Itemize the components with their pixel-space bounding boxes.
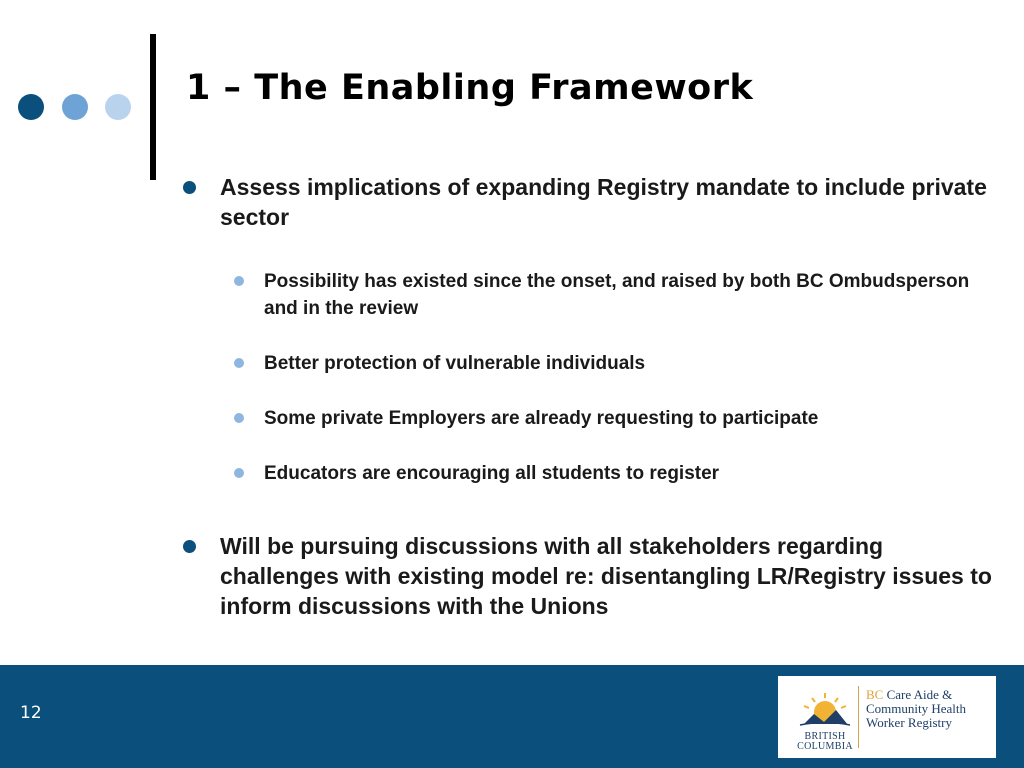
slide-title: 1 – The Enabling Framework	[186, 68, 754, 108]
sub-bullet-dot-icon	[234, 413, 244, 423]
sub-bullet-text: Educators are encouraging all students to register	[264, 463, 720, 484]
footer-bar	[0, 665, 1024, 768]
registry-name	[866, 688, 966, 730]
title-accent-bar	[150, 34, 156, 180]
bullet-dot-icon	[183, 540, 196, 553]
logo-divider	[858, 686, 859, 748]
bc-government-logo	[792, 690, 858, 752]
mid-blue-dot	[62, 94, 88, 120]
dark-blue-dot	[18, 94, 44, 120]
sub-bullet-protection	[180, 350, 1000, 377]
sub-bullet-dot-icon	[234, 468, 244, 478]
bullet-private-sector	[180, 172, 1000, 232]
bc-accent-text: BC	[866, 687, 884, 702]
bullet-text: Will be pursuing discussions with all stakeholders regarding challenges with existing model re: disentangling LR/Registry issues to inform discussions with the Unions	[220, 533, 992, 619]
page-number: 12	[20, 703, 42, 723]
bullet-dot-icon	[183, 181, 196, 194]
columbia-wordmark: COLUMBIA	[797, 741, 853, 752]
sub-bullet-employers	[180, 405, 1000, 432]
sub-bullet-dot-icon	[234, 276, 244, 286]
british-wordmark: BRITISH	[804, 731, 846, 742]
decorative-dots	[18, 94, 138, 122]
sub-bullet-text: Better protection of vulnerable individuals	[264, 353, 646, 374]
bullet-text: Assess implications of expanding Registry mandate to include private sector	[220, 174, 987, 230]
sub-bullet-text: Possibility has existed since the onset, and raised by both BC Ombudsperson and in the review	[264, 271, 970, 319]
sub-bullet-educators	[180, 460, 1000, 487]
sub-bullet-possibility	[180, 268, 1000, 322]
slide-content	[180, 172, 1000, 621]
sub-bullet-text: Some private Employers are already requesting to participate	[264, 408, 819, 429]
sub-bullet-dot-icon	[234, 358, 244, 368]
bullet-stakeholder-discussions	[180, 531, 1000, 621]
sub-bullet-list	[180, 268, 1000, 487]
registry-name-line3: Worker Registry	[866, 715, 952, 730]
registry-name-line1	[866, 688, 966, 702]
sun-mountains-icon	[792, 690, 858, 730]
registry-name-line1-rest: Care Aide &	[883, 687, 953, 702]
light-blue-dot	[105, 94, 131, 120]
registry-name-line2: Community Health	[866, 701, 967, 716]
registry-logo	[778, 676, 996, 758]
